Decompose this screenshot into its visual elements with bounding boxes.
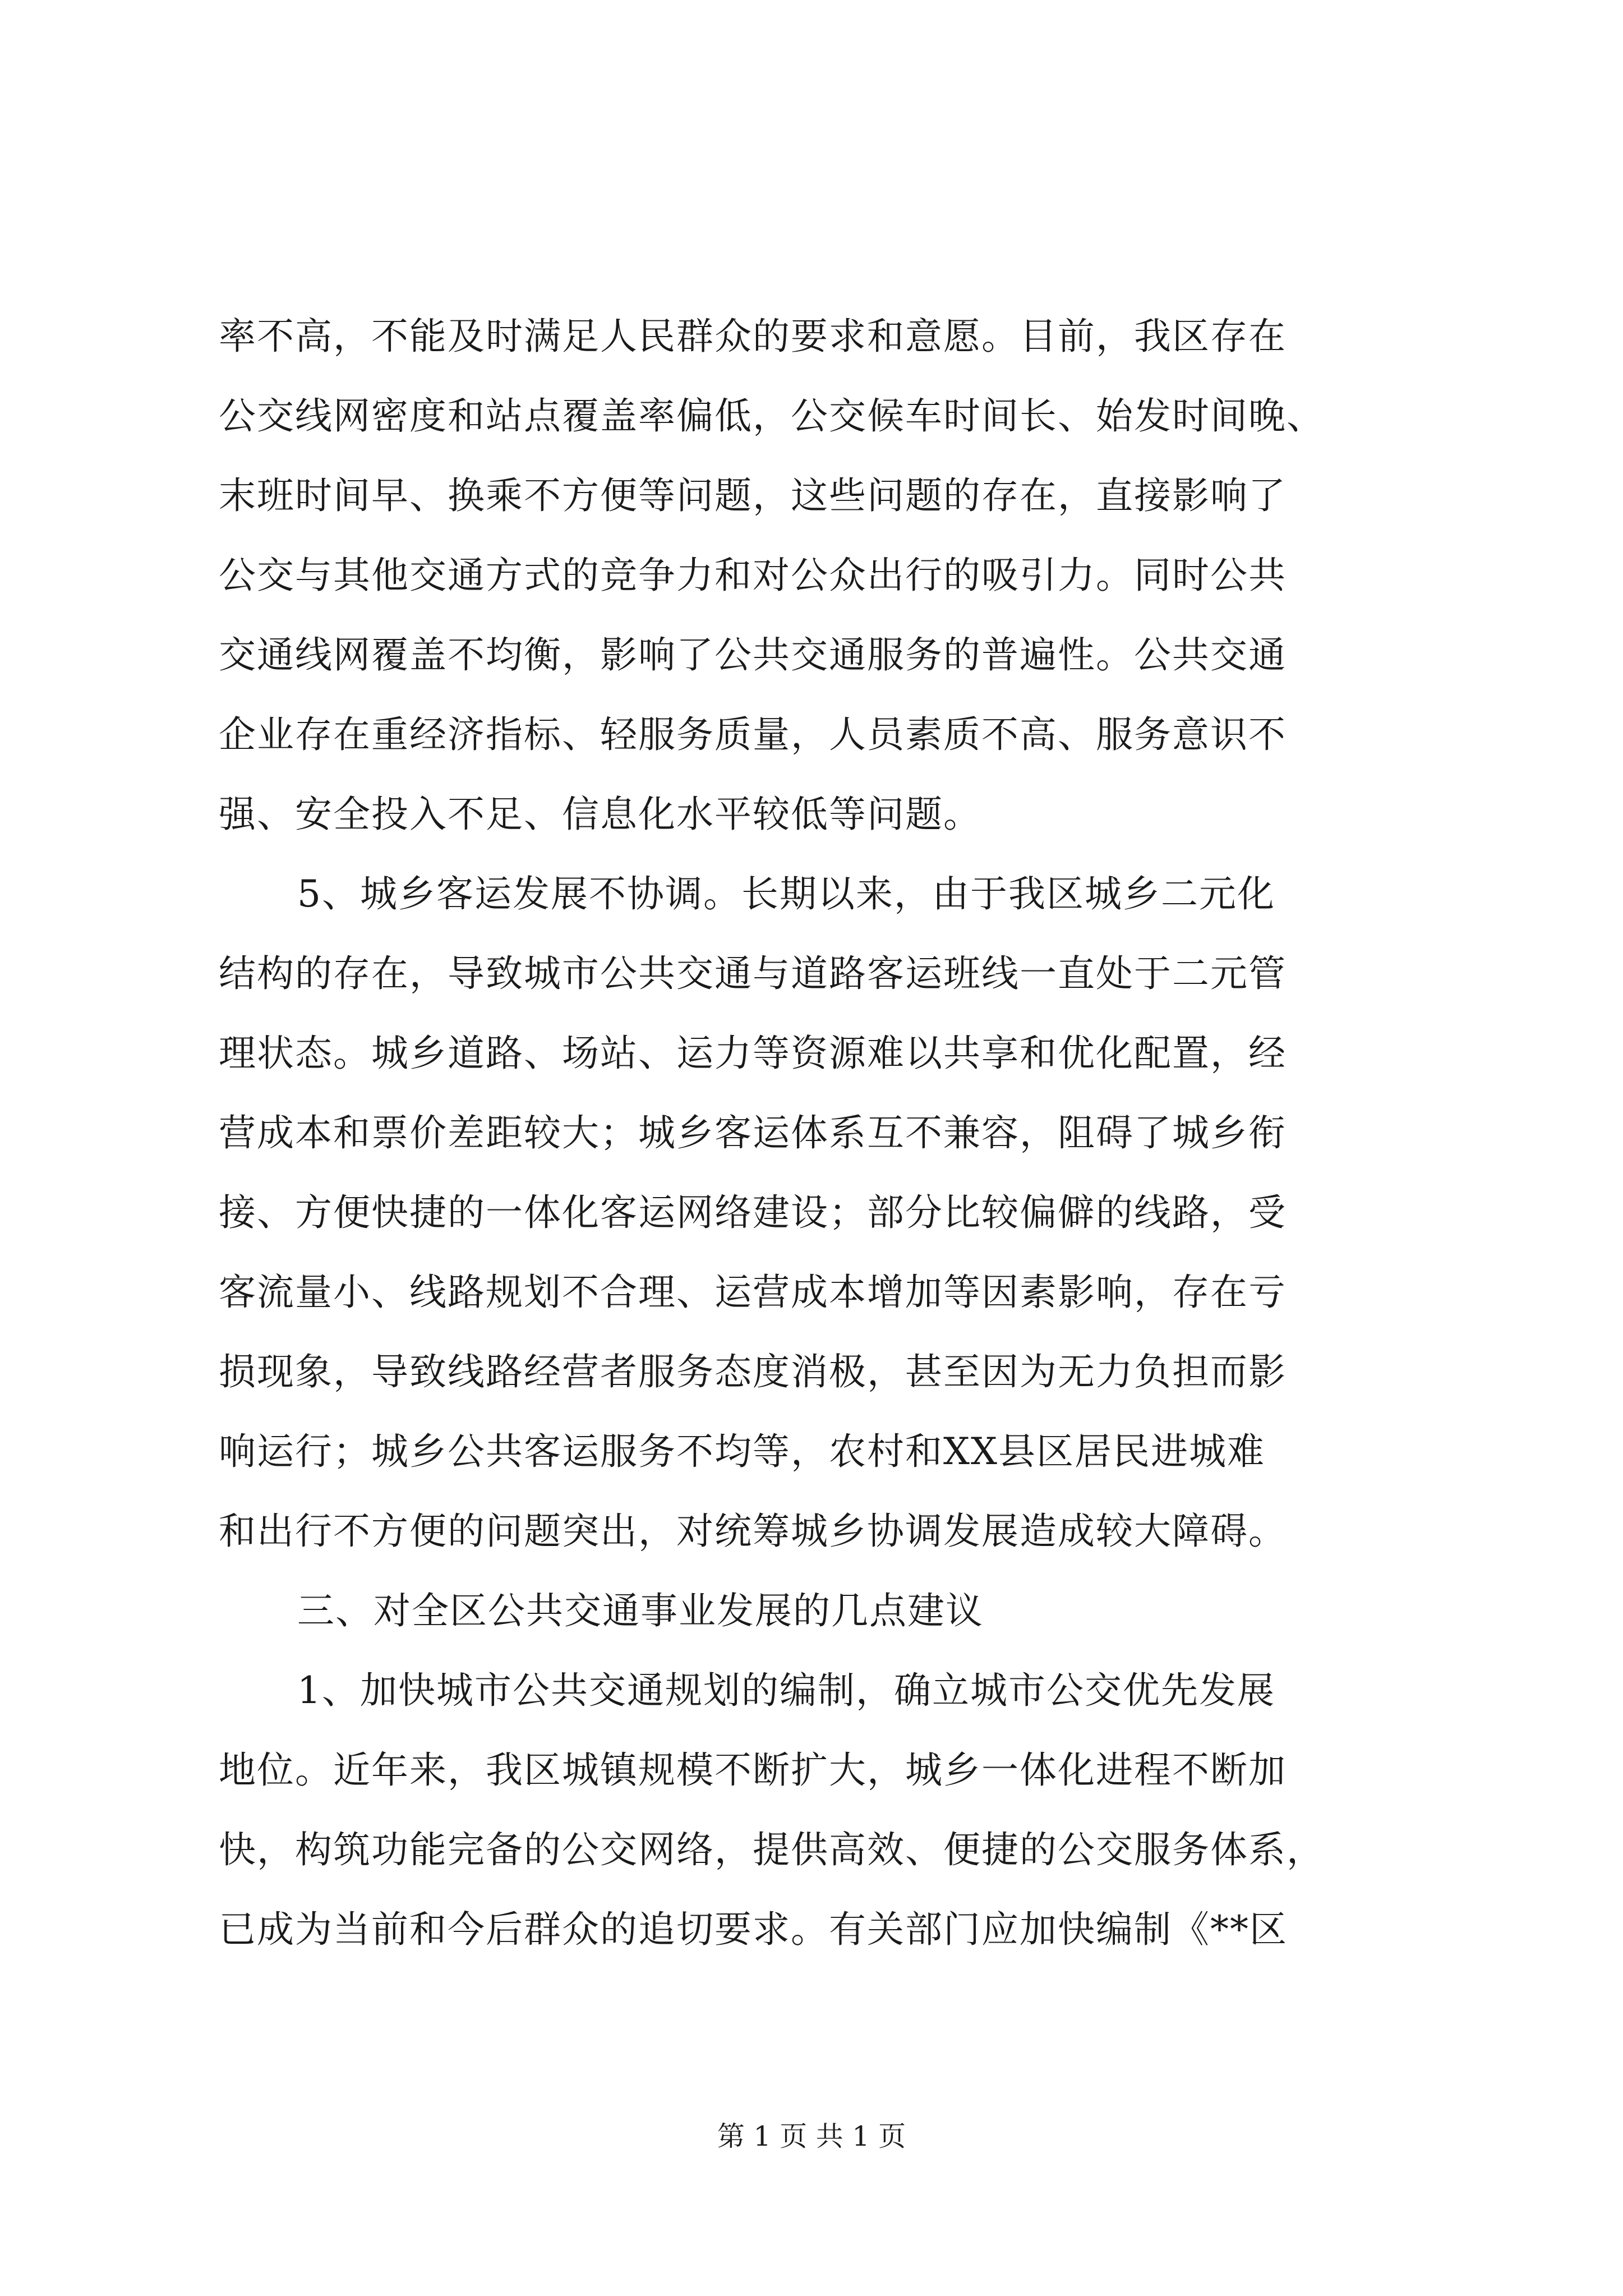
body-line: 响运行；城乡公共客运服务不均等，农村和XX县区居民进城难	[219, 1430, 1265, 1473]
body-line: 损现象，导致线路经营者服务态度消极，甚至因为无力负担而影	[219, 1350, 1287, 1393]
body-line: 率不高，不能及时满足人民群众的要求和意愿。目前，我区存在	[219, 315, 1287, 358]
page-footer: 第 1 页 共 1 页	[717, 2120, 906, 2152]
body-line: 强、安全投入不足、信息化水平较低等问题。	[219, 793, 981, 836]
section-heading: 三、对全区公共交通事业发展的几点建议	[297, 1589, 984, 1632]
body-line: 公交与其他交通方式的竞争力和对公众出行的吸引力。同时公共	[219, 554, 1287, 597]
body-line: 营成本和票价差距较大；城乡客运体系互不兼容，阻碍了城乡衔	[219, 1111, 1287, 1154]
body-line: 末班时间早、换乘不方便等问题，这些问题的存在，直接影响了	[219, 474, 1287, 517]
body-line: 交通线网覆盖不均衡，影响了公共交通服务的普遍性。公共交通	[219, 633, 1287, 677]
body-line: 客流量小、线路规划不合理、运营成本增加等因素影响，存在亏	[219, 1271, 1287, 1314]
body-line: 接、方便快捷的一体化客运网络建设；部分比较偏僻的线路，受	[219, 1191, 1287, 1234]
body-line: 快，构筑功能完备的公交网络，提供高效、便捷的公交服务体系，	[219, 1828, 1325, 1871]
body-line: 和出行不方便的问题突出，对统筹城乡协调发展造成较大障碍。	[219, 1510, 1287, 1553]
body-line: 已成为当前和今后群众的追切要求。有关部门应加快编制《**区	[219, 1908, 1288, 1951]
body-line: 地位。近年来，我区城镇规模不断扩大，城乡一体化进程不断加	[219, 1749, 1287, 1792]
body-line: 企业存在重经济指标、轻服务质量，人员素质不高、服务意识不	[219, 713, 1287, 756]
body-line: 结构的存在，导致城市公共交通与道路客运班线一直处于二元管	[219, 952, 1287, 995]
body-line: 公交线网密度和站点覆盖率偏低，公交候车时间长、始发时间晚、	[219, 394, 1325, 438]
paragraph-first-line: 1、加快城市公共交通规划的编制，确立城市公交优先发展	[297, 1669, 1275, 1712]
body-line: 理状态。城乡道路、场站、运力等资源难以共享和优化配置，经	[219, 1032, 1287, 1075]
paragraph-first-line: 5、城乡客运发展不协调。长期以来，由于我区城乡二元化	[297, 872, 1275, 915]
